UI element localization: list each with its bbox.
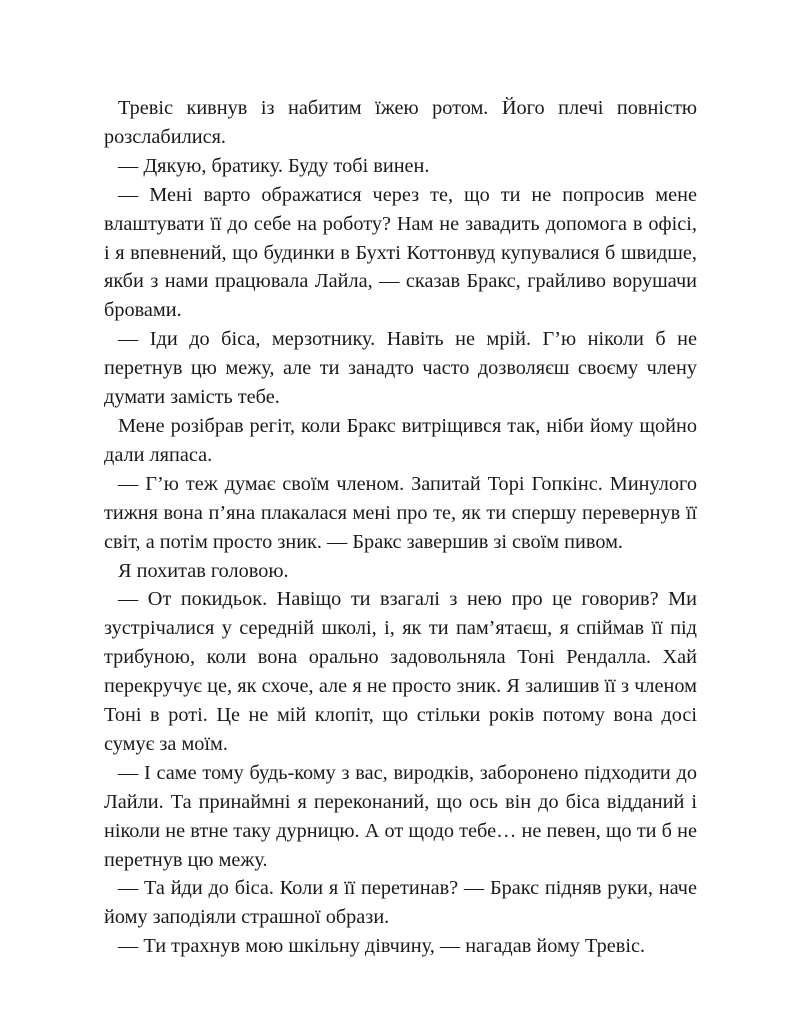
paragraph: — Іди до біса, мерзотнику. Навіть не мрій. Г’ю ніколи б не перетнув цю межу, але ти занадто часто дозволяєш своєму члену думати замість тебе.	[104, 328, 697, 409]
paragraph: Тревіс кивнув із набитим їжею ротом. Його плечі повністю розслабилися.	[104, 97, 697, 148]
page-body	[104, 94, 697, 961]
paragraph: Мене розібрав регіт, коли Бракс витріщився так, ніби йому щойно дали ляпаса.	[104, 414, 697, 466]
paragraph: — І саме тому будь-кому з вас, виродків, заборонено підходити до Лайли. Та принаймні я переконаний, що ось він до біса відданий і ніколи не втне таку дурницю. А от щодо тебе… не певен, що ти б не перетнув цю межу.	[104, 761, 697, 871]
paragraph: — Г’ю теж думає своїм членом. Запитай Торі Гопкінс. Минулого тижня вона п’яна плакалася мені про те, як ти спершу перевернув її світ, а потім просто зник. — Бракс завершив зі своїм пивом.	[104, 472, 697, 553]
paragraph: — От покидьок. Навіщо ти взагалі з нею про це говорив? Ми зустрічалися у середній школі, і, як ти пам’ятаєш, я спіймав її під трибуною, коли вона орально задовольняла Тоні Рендалла. Хай перекручує це, як схоче, але я не просто зник. Я залишив її з членом Тоні в роті. Це не мій клопіт, що стільки років потому вона досі сумує за моїм.	[104, 588, 697, 755]
paragraph: Я похитав головою.	[118, 559, 289, 582]
paragraph: — Дякую, братику. Буду тобі винен.	[118, 154, 430, 177]
paragraph: — Мені варто ображатися через те, що ти не попросив мене влаштувати її до себе на роботу? Нам не завадить допомога в офісі, і я впевнений, що будинки в Бухті Коттонвуд купувалися б швидше, якби з нами працювала Лайла, — сказав Бракс, грайливо ворушачи бровами.	[104, 183, 697, 322]
paragraph: — Ти трахнув мою шкільну дівчину, — нагадав йому Тревіс.	[118, 935, 646, 958]
paragraph: — Та йди до біса. Коли я її перетинав? — Бракс підняв руки, наче йому заподіяли страшної образи.	[104, 877, 697, 929]
